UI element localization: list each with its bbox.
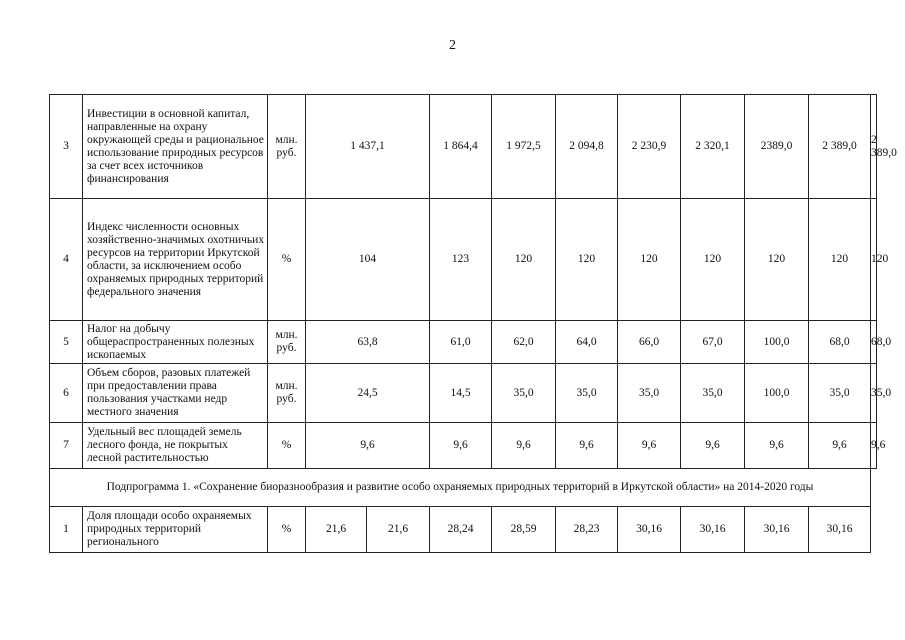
row-number: 4 — [50, 199, 83, 321]
subprogram-row — [50, 469, 877, 507]
value-cell: 14,5 — [430, 364, 492, 423]
value-cell: 123 — [430, 199, 492, 321]
row-number: 1 — [50, 507, 83, 553]
unit: млн. руб. — [268, 364, 306, 423]
table-row — [50, 423, 877, 469]
table-row — [50, 364, 877, 423]
indicator-name: Индекс численности основных хозяйственно-значимых охотничьих ресурсов на территории Иркутской области, за исключением особо охраняемых природных территорий федерального значения — [83, 199, 268, 321]
indicator-name: Доля площади особо охраняемых природных территорий регионального — [83, 507, 268, 553]
value-cell: 2 094,8 — [556, 95, 618, 199]
value-cell: 120 — [492, 199, 556, 321]
value-cell: 104 — [306, 199, 430, 321]
value-cell: 9,6 — [871, 423, 877, 469]
value-cell: 68,0 — [871, 321, 877, 364]
value-cell: 21,6 — [306, 507, 367, 553]
value-cell: 28,59 — [492, 507, 556, 553]
value-cell: 62,0 — [492, 321, 556, 364]
row-number: 6 — [50, 364, 83, 423]
indicator-name: Налог на добычу общераспространенных полезных ископаемых — [83, 321, 268, 364]
page-number: 2 — [449, 38, 456, 53]
value-cell: 120 — [556, 199, 618, 321]
indicator-name: Объем сборов, разовых платежей при предоставлении права пользования участками недр местного значения — [83, 364, 268, 423]
value-cell: 120 — [618, 199, 681, 321]
unit: % — [268, 507, 306, 553]
value-cell: 2 320,1 — [681, 95, 745, 199]
value-cell: 100,0 — [745, 364, 809, 423]
row-number: 3 — [50, 95, 83, 199]
value-cell: 2 230,9 — [618, 95, 681, 199]
value-cell: 35,0 — [492, 364, 556, 423]
value-cell: 9,6 — [809, 423, 871, 469]
value-cell: 67,0 — [681, 321, 745, 364]
indicators-table — [49, 94, 897, 553]
unit: % — [268, 423, 306, 469]
unit: млн. руб. — [268, 95, 306, 199]
value-cell: 21,6 — [367, 507, 430, 553]
indicator-name: Удельный вес площадей земель лесного фонда, не покрытых лесной растительностью — [83, 423, 268, 469]
value-cell: 9,6 — [430, 423, 492, 469]
value-cell: 30,16 — [681, 507, 745, 553]
value-cell: 35,0 — [618, 364, 681, 423]
value-cell: 120 — [681, 199, 745, 321]
value-cell: 1 972,5 — [492, 95, 556, 199]
value-cell: 35,0 — [556, 364, 618, 423]
value-cell: 120 — [745, 199, 809, 321]
value-cell: 35,0 — [681, 364, 745, 423]
value-cell: 100,0 — [745, 321, 809, 364]
value-cell: 35,0 — [871, 364, 877, 423]
value-cell: 9,6 — [306, 423, 430, 469]
value-cell: 9,6 — [492, 423, 556, 469]
subprogram-title: Подпрограмма 1. «Сохранение биоразнообразия и развитие особо охраняемых природных территорий в Иркутской области» на 2014-2020 годы — [50, 469, 871, 507]
row-number: 5 — [50, 321, 83, 364]
value-cell: 2 389,0 — [871, 95, 877, 199]
value-cell: 61,0 — [430, 321, 492, 364]
value-cell: 30,16 — [618, 507, 681, 553]
value-cell: 24,5 — [306, 364, 430, 423]
value-cell: 68,0 — [809, 321, 871, 364]
value-cell: 120 — [809, 199, 871, 321]
value-cell: 9,6 — [618, 423, 681, 469]
table-row — [50, 95, 877, 199]
value-cell: 2389,0 — [745, 95, 809, 199]
table-row — [50, 321, 877, 364]
value-cell: 35,0 — [809, 364, 871, 423]
value-cell: 2 389,0 — [809, 95, 871, 199]
value-cell: 9,6 — [556, 423, 618, 469]
table-row — [50, 199, 877, 321]
value-cell: 28,24 — [430, 507, 492, 553]
value-cell: 63,8 — [306, 321, 430, 364]
value-cell: 28,23 — [556, 507, 618, 553]
unit: % — [268, 199, 306, 321]
value-cell: 66,0 — [618, 321, 681, 364]
unit: млн. руб. — [268, 321, 306, 364]
value-cell: 120 — [871, 199, 877, 321]
value-cell: 1 437,1 — [306, 95, 430, 199]
value-cell: 9,6 — [745, 423, 809, 469]
value-cell: 64,0 — [556, 321, 618, 364]
value-cell: 9,6 — [681, 423, 745, 469]
value-cell: 30,16 — [745, 507, 809, 553]
value-cell: 30,16 — [809, 507, 871, 553]
row-number: 7 — [50, 423, 83, 469]
indicator-name: Инвестиции в основной капитал, направленные на охрану окружающей среды и рациональное использование природных ресурсов за счет всех источников финансирования — [83, 95, 268, 199]
table-row — [50, 507, 877, 553]
value-cell: 1 864,4 — [430, 95, 492, 199]
